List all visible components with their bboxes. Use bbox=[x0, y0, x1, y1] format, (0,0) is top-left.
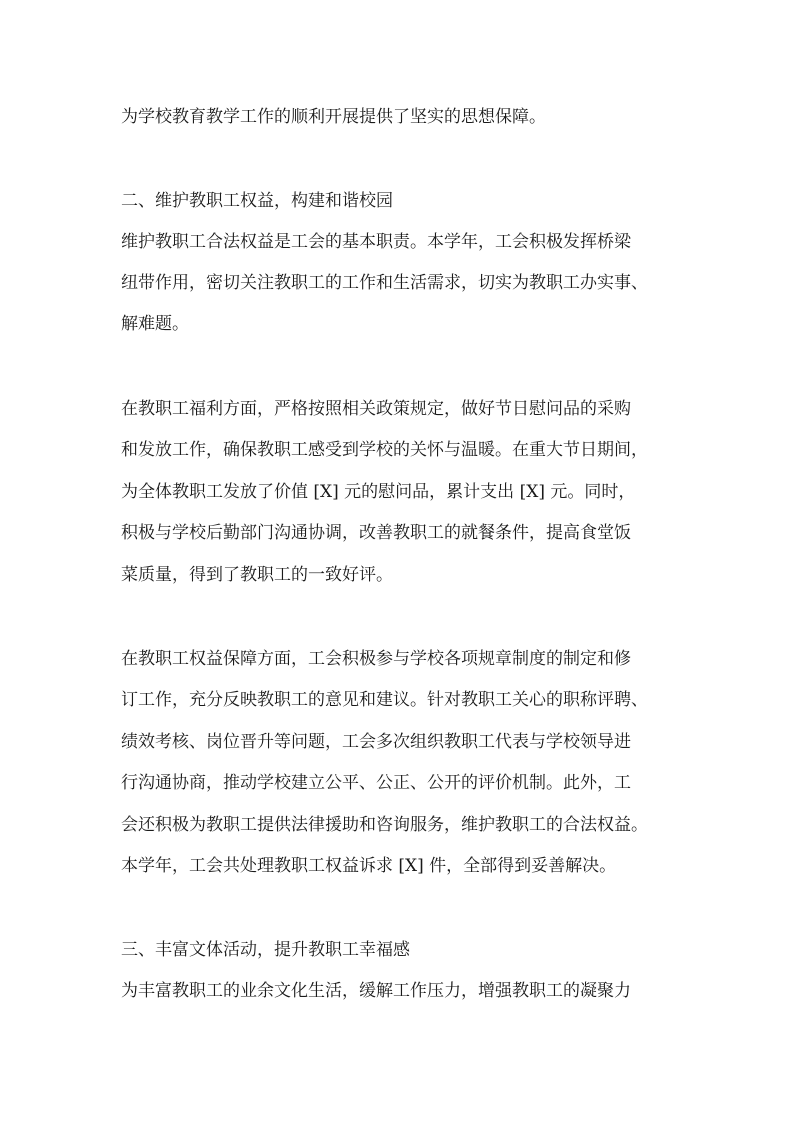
paragraph-line: 解难题。 bbox=[121, 314, 189, 334]
section-heading: 二、维护教职工权益，构建和谐校园 bbox=[121, 191, 393, 211]
paragraph-line: 为学校教育教学工作的顺利开展提供了坚实的思想保障。 bbox=[121, 107, 546, 127]
section-heading: 三、丰富文体活动，提升教职工幸福感 bbox=[121, 940, 410, 960]
paragraph-line: 行沟通协商，推动学校建立公平、公正、公开的评价机制。此外，工 bbox=[121, 773, 631, 793]
paragraph-line: 在教职工权益保障方面，工会积极参与学校各项规章制度的制定和修 bbox=[121, 649, 631, 669]
paragraph-line: 在教职工福利方面，严格按照相关政策规定，做好节日慰问品的采购 bbox=[121, 399, 631, 419]
paragraph-line: 绩效考核、岗位晋升等问题，工会多次组织教职工代表与学校领导进 bbox=[121, 732, 631, 752]
paragraph-line: 菜质量，得到了教职工的一致好评。 bbox=[121, 565, 393, 585]
paragraph-line: 为全体教职工发放了价值 [X] 元的慰问品，累计支出 [X] 元。同时， bbox=[121, 482, 636, 502]
paragraph-line: 为丰富教职工的业余文化生活，缓解工作压力，增强教职工的凝聚力 bbox=[121, 981, 631, 1001]
paragraph-line: 纽带作用，密切关注教职工的工作和生活需求，切实为教职工办实事、 bbox=[121, 273, 648, 293]
paragraph-line: 和发放工作，确保教职工感受到学校的关怀与温暖。在重大节日期间， bbox=[121, 440, 648, 460]
paragraph-line: 本学年，工会共处理教职工权益诉求 [X] 件，全部得到妥善解决。 bbox=[121, 856, 617, 876]
paragraph-line: 维护教职工合法权益是工会的基本职责。本学年，工会积极发挥桥梁 bbox=[121, 232, 631, 252]
paragraph-line: 订工作，充分反映教职工的意见和建议。针对教职工关心的职称评聘、 bbox=[121, 690, 648, 710]
paragraph-line: 会还积极为教职工提供法律援助和咨询服务，维护教职工的合法权益。 bbox=[121, 815, 648, 835]
paragraph-line: 积极与学校后勤部门沟通协调，改善教职工的就餐条件，提高食堂饭 bbox=[121, 523, 631, 543]
